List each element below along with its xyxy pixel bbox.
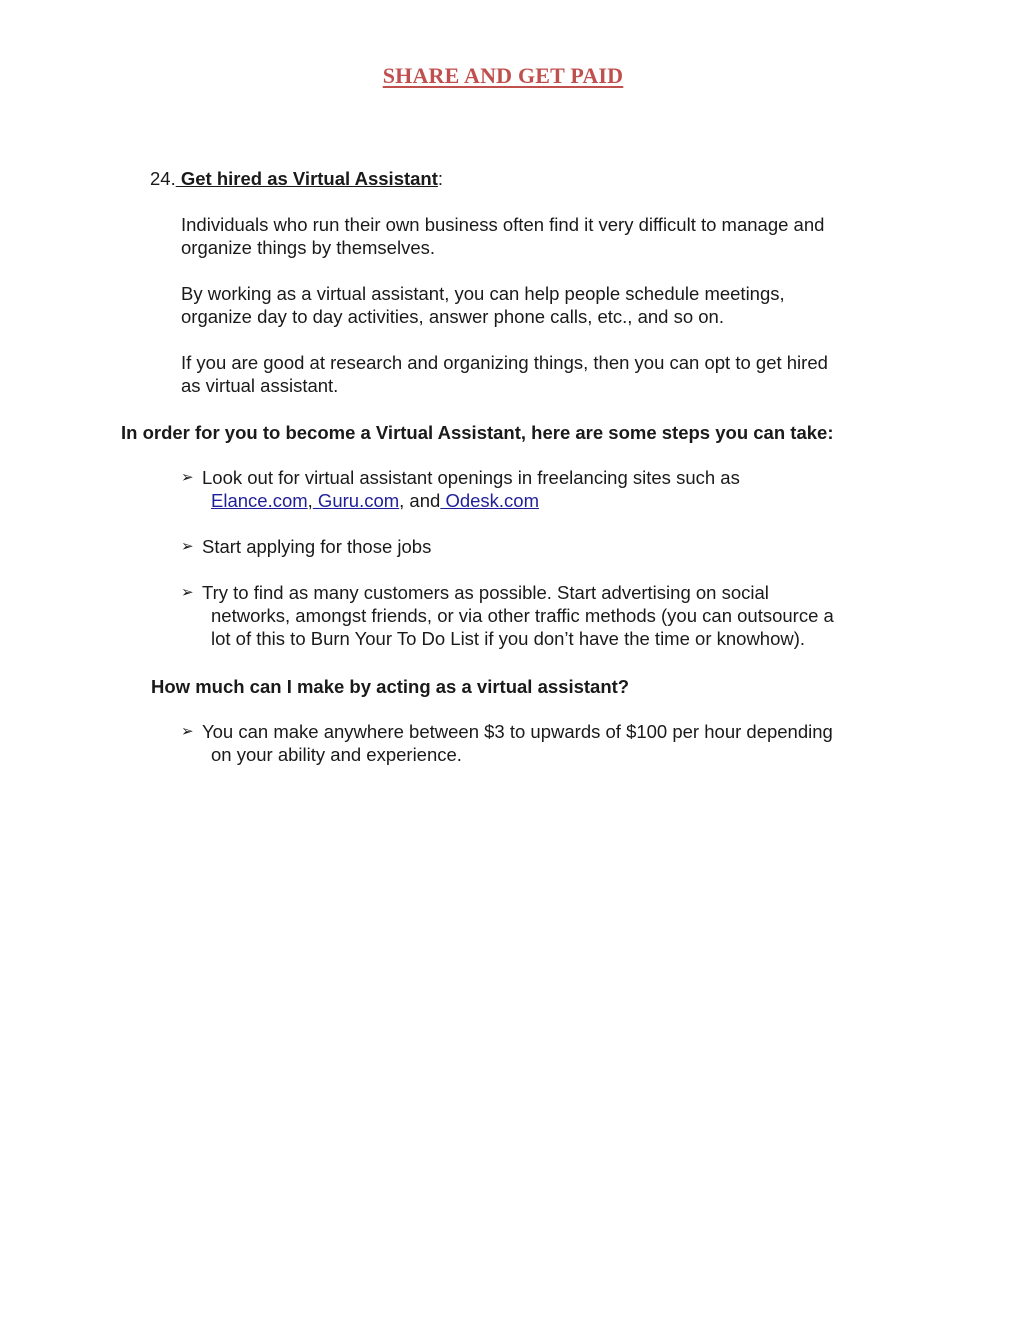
earnings-heading: How much can I make by acting as a virtual assistant? (151, 676, 630, 697)
paragraph-line: If you are good at research and organizing things, then you can opt to get hired (181, 352, 828, 373)
paragraph (181, 351, 901, 397)
paragraph (181, 282, 901, 328)
section-number: 24. (150, 168, 176, 189)
steps-heading: In order for you to become a Virtual Assistant, here are some steps you can take: (121, 422, 834, 443)
paragraph-line: organize things by themselves. (181, 237, 435, 258)
paragraph-line: By working as a virtual assistant, you can help people schedule meetings, (181, 283, 785, 304)
arrow-bullet-icon: ➢ (181, 468, 194, 486)
list-item-text: Look out for virtual assistant openings in freelancing sites such as (202, 467, 740, 488)
section-title: Get hired as Virtual Assistant (175, 168, 438, 189)
section-heading (150, 167, 443, 190)
link-separator: , and (399, 490, 441, 511)
paragraph (181, 213, 901, 259)
list-item-text: Start applying for those jobs (202, 536, 432, 557)
list-item-text: Try to find as many customers as possible. Start advertising on social (202, 582, 769, 603)
paragraph-line: organize day to day activities, answer phone calls, etc., and so on. (181, 306, 724, 327)
list-item (181, 535, 901, 558)
list-item (181, 466, 901, 512)
section-colon: : (437, 168, 444, 189)
odesk-link[interactable]: Odesk.com (440, 490, 540, 511)
elance-link[interactable]: Elance.com (211, 490, 308, 511)
paragraph-line: Individuals who run their own business often find it very difficult to manage and (181, 214, 825, 235)
list-item-text: networks, amongst friends, or via other traffic methods (you can outsource a (211, 605, 834, 626)
list-item (181, 720, 901, 766)
list-item-text: lot of this to Burn Your To Do List if you don’t have the time or knowhow). (211, 628, 806, 649)
arrow-bullet-icon: ➢ (181, 537, 194, 555)
arrow-bullet-icon: ➢ (181, 583, 194, 601)
page-title: SHARE AND GET PAID (382, 63, 624, 88)
paragraph-line: as virtual assistant. (181, 375, 339, 396)
list-item (181, 581, 901, 650)
list-item-text: on your ability and experience. (211, 744, 462, 765)
link-separator: , (307, 490, 313, 511)
arrow-bullet-icon: ➢ (181, 722, 194, 740)
guru-link[interactable]: Guru.com (312, 490, 400, 511)
list-item-links (181, 489, 901, 512)
list-item-text: You can make anywhere between $3 to upwards of $100 per hour depending (202, 721, 833, 742)
